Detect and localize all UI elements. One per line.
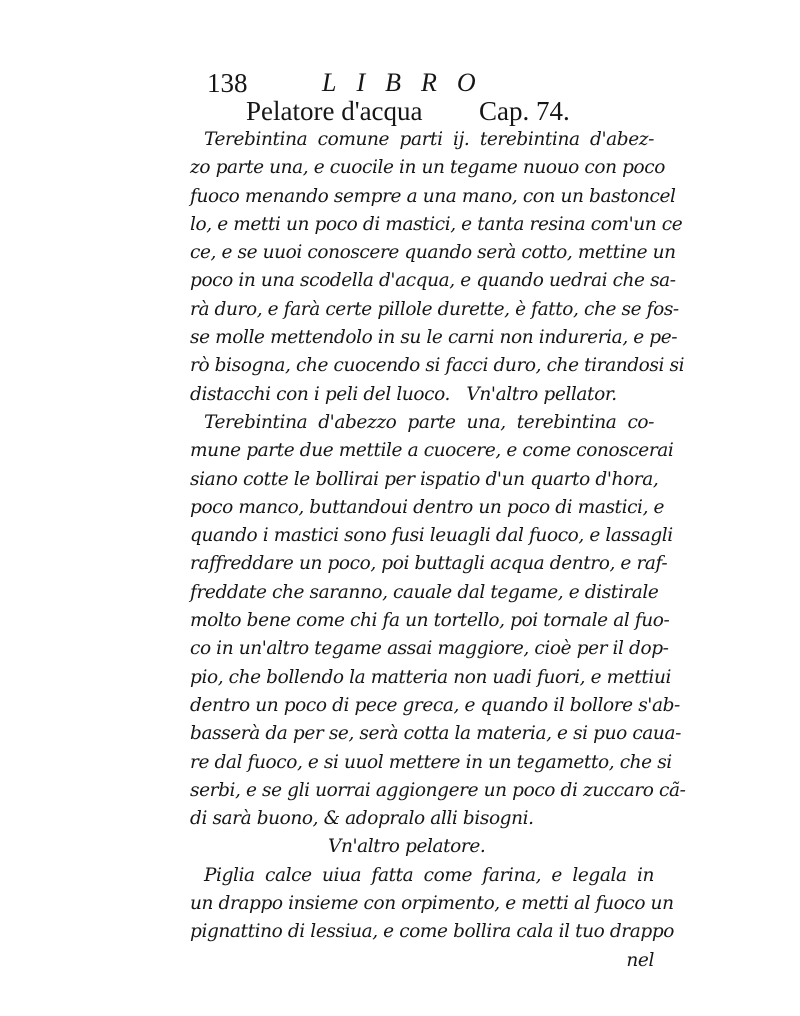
text-line: zo parte una, e cuocile in un tegame nuouo con poco bbox=[190, 157, 665, 179]
text-line: serbi, e se gli uorrai aggiongere un poco di zuccaro cã- bbox=[190, 779, 686, 801]
text-line: lo, e metti un poco di mastici, e tanta resina com'un ce bbox=[190, 213, 683, 235]
text-line: poco in una scodella d'acqua, e quando uedrai che sa- bbox=[190, 270, 676, 292]
text-line: Terebintina comune parti ij. terebintina d'abez- bbox=[204, 129, 654, 150]
section-heading bbox=[0, 96, 800, 130]
text-line: un drappo insieme con orpimento, e metti al fuoco un bbox=[190, 893, 674, 915]
text-line: Terebintina d'abezzo parte una, terebintina co- bbox=[204, 411, 654, 433]
text-line: rà duro, e farà certe pillole durette, è fatto, che se fos- bbox=[190, 298, 679, 320]
text-line: basserà da per se, serà cotta la materia, e si puo caua- bbox=[190, 723, 681, 745]
text-line: pio, che bollendo la matteria non uadi fuori, e mettiui bbox=[190, 666, 671, 688]
book-label: LIBRO bbox=[322, 68, 496, 97]
text-line: dentro un poco di pece greca, e quando il bollore s'ab- bbox=[190, 694, 680, 716]
page-number: 138 bbox=[207, 68, 248, 98]
catchword: nel bbox=[626, 949, 654, 971]
body-text bbox=[190, 126, 686, 975]
text-line: mune parte due mettile a cuocere, e come conoscerai bbox=[190, 440, 674, 462]
text-line: se molle mettendolo in su le carni non indureria, e pe- bbox=[190, 327, 678, 349]
text-line: molto bene come chi fa un tortello, poi tornale al fuo- bbox=[190, 610, 670, 632]
text-line: co in un'altro tegame assai maggiore, cioè per il dop- bbox=[190, 638, 669, 660]
text-line: pignattino di lessiua, e come bollira cala il tuo drappo bbox=[190, 921, 675, 943]
text-line: fuoco menando sempre a una mano, con un bastoncel bbox=[190, 185, 676, 207]
text-line: quando i mastici sono fusi leuagli dal fuoco, e lassagli bbox=[190, 525, 673, 547]
subsection-heading: Vn'altro pelatore. bbox=[328, 836, 486, 858]
text-line: raffreddare un poco, poi buttagli acqua dentro, e raf- bbox=[190, 553, 668, 575]
text-line: re dal fuoco, e si uuol mettere in un tegametto, che si bbox=[190, 751, 672, 773]
text-line: freddate che saranno, cauale dal tegame, e distirale bbox=[190, 581, 659, 603]
text-line: di sarà buono, & adopralo alli bisogni. bbox=[190, 808, 534, 830]
chapter-number: Cap. 74. bbox=[479, 96, 570, 126]
text-line: siano cotte le bollirai per ispatio d'un quarto d'hora, bbox=[190, 468, 659, 490]
text-line: Piglia calce uiua fatta come farina, e legala in bbox=[204, 864, 654, 886]
text-line: distacchi con i peli del luoco. Vn'altro pellator. bbox=[190, 383, 617, 405]
text-line: poco manco, buttandoui dentro un poco di mastici, e bbox=[190, 496, 665, 518]
text-line: ce, e se uuoi conoscere quando serà cotto, mettine un bbox=[190, 242, 676, 264]
section-title: Pelatore d'acqua bbox=[246, 96, 423, 126]
text-line: rò bisogna, che cuocendo si facci duro, che tirandosi si bbox=[190, 355, 685, 377]
